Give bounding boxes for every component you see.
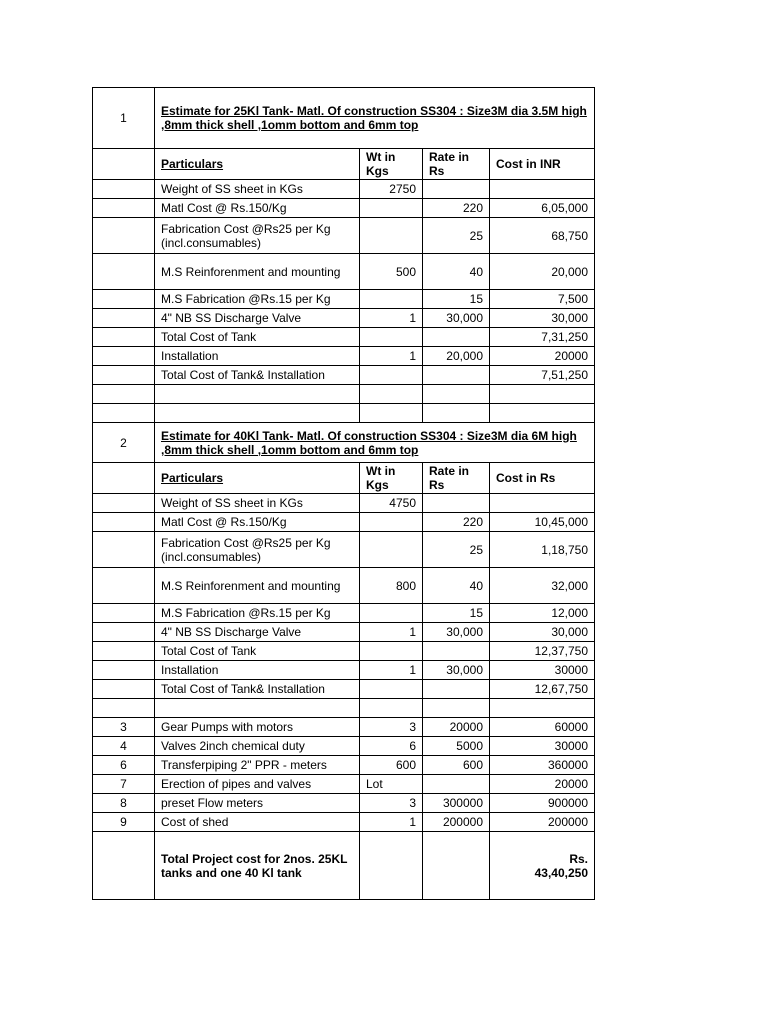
wt-cell (360, 513, 423, 532)
estimate1-header-cost: Cost in INR (490, 149, 595, 180)
cost-cell: 12,67,750 (490, 680, 595, 699)
cost-cell (490, 494, 595, 513)
cost-cell: 30,000 (490, 309, 595, 328)
total-row (93, 832, 595, 900)
particular-cell: Total Cost of Tank (155, 642, 360, 661)
rate-cell: 15 (423, 604, 490, 623)
table-row (93, 328, 595, 347)
estimate1-header-particulars: Particulars (155, 149, 360, 180)
rate-cell: 30,000 (423, 309, 490, 328)
particular-cell: 4" NB SS Discharge Valve (155, 309, 360, 328)
table-row (93, 309, 595, 328)
particular-cell: Cost of shed (155, 813, 360, 832)
item-number: 7 (93, 775, 155, 794)
cost-cell: 68,750 (490, 218, 595, 254)
particular-cell: M.S Fabrication @Rs.15 per Kg (155, 290, 360, 309)
cost-cell: 200000 (490, 813, 595, 832)
table-row (93, 623, 595, 642)
cost-cell: 12,000 (490, 604, 595, 623)
cost-cell: 1,18,750 (490, 532, 595, 568)
table-row (93, 718, 595, 737)
blank-row (93, 385, 595, 404)
cost-cell: 7,500 (490, 290, 595, 309)
rate-cell (423, 494, 490, 513)
wt-cell: 1 (360, 623, 423, 642)
rate-cell: 20000 (423, 718, 490, 737)
estimate1-number: 1 (93, 88, 155, 149)
wt-cell (360, 532, 423, 568)
table-row (93, 347, 595, 366)
cost-cell: 7,31,250 (490, 328, 595, 347)
cost-cell: 900000 (490, 794, 595, 813)
particular-cell: Total Cost of Tank& Installation (155, 366, 360, 385)
estimate2-header-cost: Cost in Rs (490, 463, 595, 494)
wt-cell: 800 (360, 568, 423, 604)
total-value (490, 832, 595, 900)
particular-cell: M.S Fabrication @Rs.15 per Kg (155, 604, 360, 623)
particular-cell: Valves 2inch chemical duty (155, 737, 360, 756)
particular-cell: Weight of SS sheet in KGs (155, 180, 360, 199)
item-number: 3 (93, 718, 155, 737)
estimate2-title: Estimate for 40Kl Tank- Matl. Of construction SS304 : Size3M dia 6M high ,8mm thick shell ,1omm bottom and 6mm top (155, 423, 595, 463)
wt-cell (360, 218, 423, 254)
table-row (93, 794, 595, 813)
rate-cell: 300000 (423, 794, 490, 813)
wt-cell (360, 199, 423, 218)
total-currency: Rs. (569, 851, 589, 866)
estimate2-header-wt: Wt in Kgs (360, 463, 423, 494)
particular-cell: M.S Reinforenment and mounting (155, 254, 360, 290)
wt-cell: 3 (360, 794, 423, 813)
table-row (93, 604, 595, 623)
rate-cell (423, 775, 490, 794)
cost-cell: 20000 (490, 775, 595, 794)
rate-cell: 40 (423, 254, 490, 290)
table-row (93, 180, 595, 199)
cost-cell: 10,45,000 (490, 513, 595, 532)
rate-cell: 30,000 (423, 661, 490, 680)
wt-cell (360, 604, 423, 623)
table-row (93, 366, 595, 385)
table-row (93, 494, 595, 513)
cost-cell: 20000 (490, 347, 595, 366)
item-number: 9 (93, 813, 155, 832)
particular-cell: Transferpiping 2" PPR - meters (155, 756, 360, 775)
wt-cell (360, 290, 423, 309)
wt-cell (360, 642, 423, 661)
particular-cell: Total Cost of Tank (155, 328, 360, 347)
particular-cell: preset Flow meters (155, 794, 360, 813)
item-number: 4 (93, 737, 155, 756)
cost-cell: 30000 (490, 661, 595, 680)
wt-cell: 2750 (360, 180, 423, 199)
table-row (93, 218, 595, 254)
rate-cell: 30,000 (423, 623, 490, 642)
particular-cell: Weight of SS sheet in KGs (155, 494, 360, 513)
particular-cell: Matl Cost @ Rs.150/Kg (155, 199, 360, 218)
rate-cell (423, 680, 490, 699)
total-label: Total Project cost for 2nos. 25KL tanks and one 40 Kl tank (155, 832, 360, 900)
rate-cell (423, 642, 490, 661)
wt-cell: 1 (360, 347, 423, 366)
wt-cell: 3 (360, 718, 423, 737)
rate-cell: 5000 (423, 737, 490, 756)
wt-cell: 1 (360, 661, 423, 680)
wt-cell (360, 366, 423, 385)
cost-cell: 32,000 (490, 568, 595, 604)
wt-cell (360, 328, 423, 347)
rate-cell (423, 366, 490, 385)
estimate2-header-particulars: Particulars (155, 463, 360, 494)
cost-cell: 360000 (490, 756, 595, 775)
rate-cell (423, 180, 490, 199)
estimate-table (92, 87, 595, 900)
rate-cell: 25 (423, 218, 490, 254)
wt-cell: 6 (360, 737, 423, 756)
table-row (93, 513, 595, 532)
estimate2-number: 2 (93, 423, 155, 463)
cost-cell (490, 180, 595, 199)
particular-cell: Total Cost of Tank& Installation (155, 680, 360, 699)
estimate1-header-row (93, 149, 595, 180)
particular-cell: 4" NB SS Discharge Valve (155, 623, 360, 642)
particular-cell: Fabrication Cost @Rs25 per Kg (incl.consumables) (155, 532, 360, 568)
rate-cell: 220 (423, 199, 490, 218)
cost-cell: 12,37,750 (490, 642, 595, 661)
total-amount: 43,40,250 (534, 865, 589, 880)
particular-cell: Erection of pipes and valves (155, 775, 360, 794)
table-row (93, 756, 595, 775)
cost-cell: 7,51,250 (490, 366, 595, 385)
estimate1-title: Estimate for 25Kl Tank- Matl. Of construction SS304 : Size3M dia 3.5M high ,8mm thick shell ,1omm bottom and 6mm top (155, 88, 595, 149)
estimate1-header-rate: Rate in Rs (423, 149, 490, 180)
rate-cell: 200000 (423, 813, 490, 832)
cost-cell: 60000 (490, 718, 595, 737)
estimate1-title-row (93, 88, 595, 149)
blank-row (93, 699, 595, 718)
rate-cell: 15 (423, 290, 490, 309)
table-row (93, 290, 595, 309)
estimate2-header-rate: Rate in Rs (423, 463, 490, 494)
wt-cell: 1 (360, 309, 423, 328)
item-number: 8 (93, 794, 155, 813)
particular-cell: Installation (155, 347, 360, 366)
rate-cell: 40 (423, 568, 490, 604)
wt-cell (360, 680, 423, 699)
wt-cell: 500 (360, 254, 423, 290)
wt-cell: 4750 (360, 494, 423, 513)
rate-cell (423, 328, 490, 347)
table-row (93, 661, 595, 680)
rate-cell: 600 (423, 756, 490, 775)
wt-cell: 600 (360, 756, 423, 775)
wt-cell: 1 (360, 813, 423, 832)
item-number: 6 (93, 756, 155, 775)
cost-cell: 20,000 (490, 254, 595, 290)
rate-cell: 220 (423, 513, 490, 532)
estimate1-header-wt: Wt in Kgs (360, 149, 423, 180)
blank-row (93, 404, 595, 423)
table-row (93, 199, 595, 218)
wt-cell: Lot (360, 775, 423, 794)
table-row (93, 642, 595, 661)
cost-cell: 6,05,000 (490, 199, 595, 218)
estimate2-title-row (93, 423, 595, 463)
particular-cell: Fabrication Cost @Rs25 per Kg (incl.consumables) (155, 218, 360, 254)
particular-cell: Installation (155, 661, 360, 680)
particular-cell: M.S Reinforenment and mounting (155, 568, 360, 604)
particular-cell: Gear Pumps with motors (155, 718, 360, 737)
table-row (93, 680, 595, 699)
estimate2-header-row (93, 463, 595, 494)
cost-cell: 30,000 (490, 623, 595, 642)
rate-cell: 25 (423, 532, 490, 568)
table-row (93, 737, 595, 756)
rate-cell: 20,000 (423, 347, 490, 366)
table-row (93, 775, 595, 794)
particular-cell: Matl Cost @ Rs.150/Kg (155, 513, 360, 532)
table-row (93, 568, 595, 604)
table-row (93, 254, 595, 290)
table-row (93, 532, 595, 568)
table-row (93, 813, 595, 832)
cost-cell: 30000 (490, 737, 595, 756)
